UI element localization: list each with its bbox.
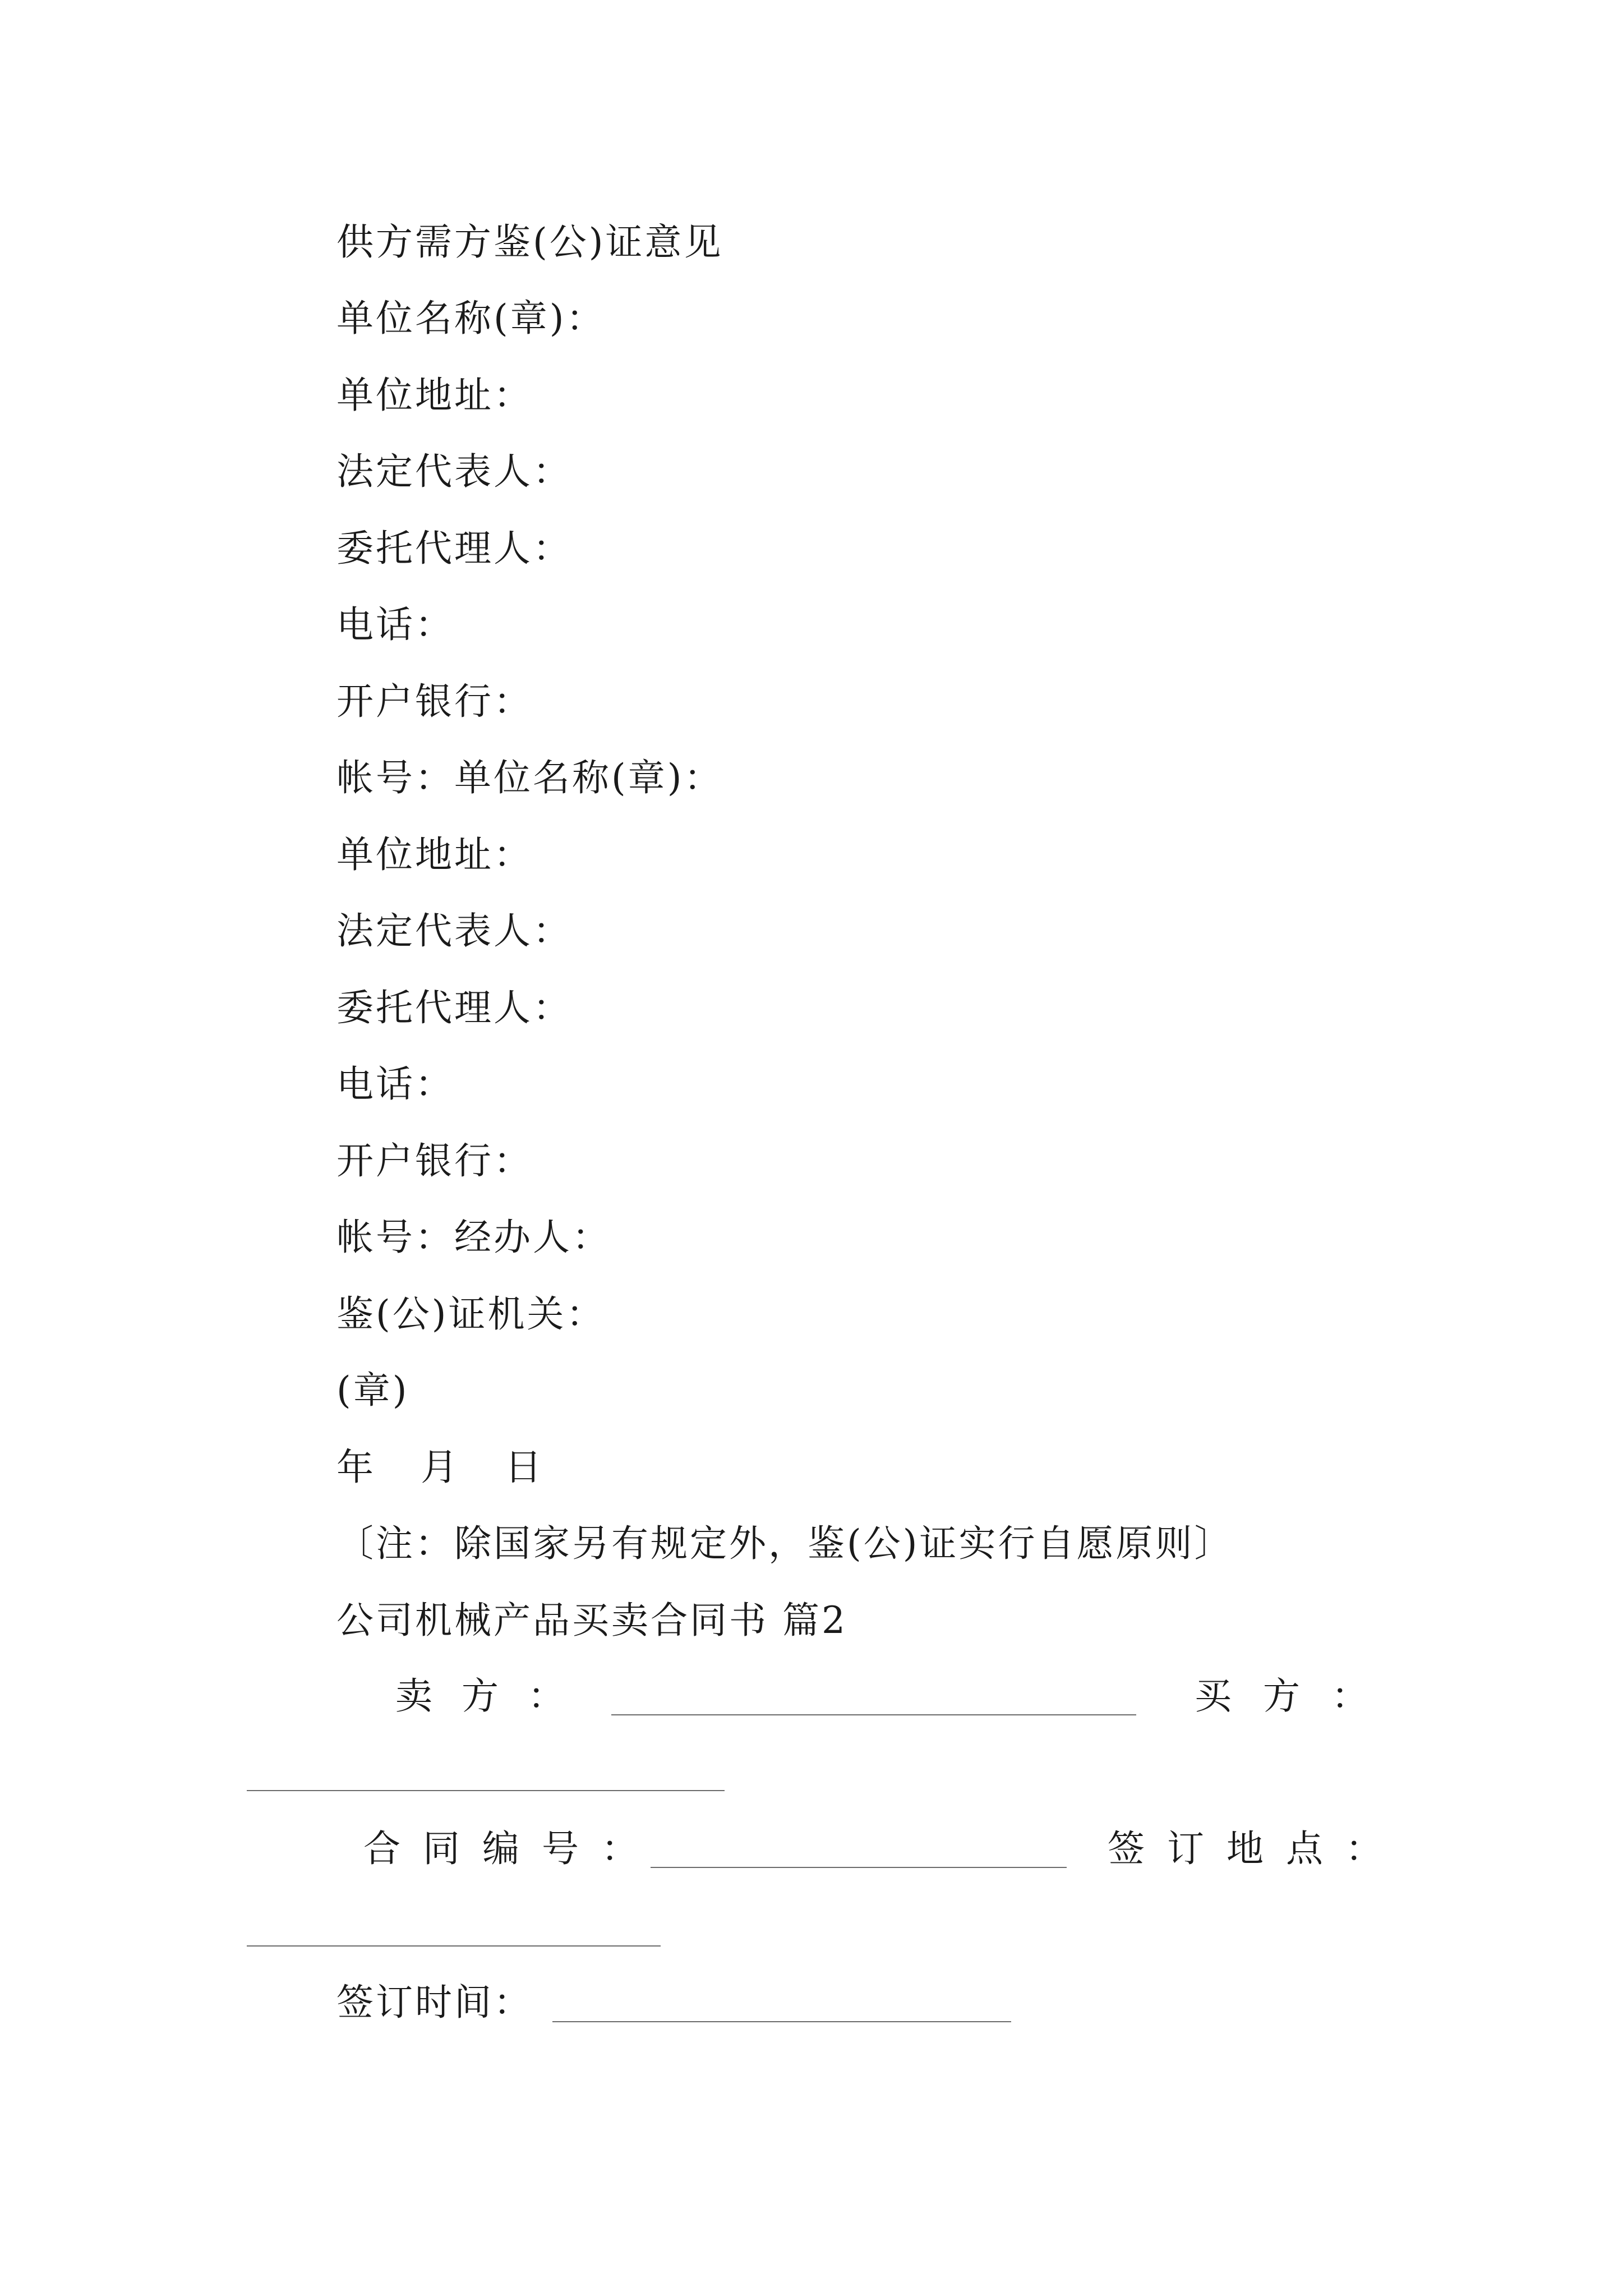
account-unit-name-line: 帐号：单位名称(章)：	[336, 756, 723, 799]
heading-opinion: 供方需方鉴(公)证意见	[336, 220, 723, 264]
bank-line: 开户银行：	[336, 680, 533, 723]
legal-rep-line-2: 法定代表人：	[336, 909, 572, 953]
seller-blank[interactable]	[611, 1714, 1136, 1715]
seller-label: 卖方：	[395, 1674, 594, 1718]
unit-name-line: 单位名称(章)：	[336, 297, 606, 340]
agent-line: 委托代理人：	[336, 527, 572, 570]
unit-address-line: 单位地址：	[336, 374, 533, 417]
buyer-label: 买方：	[1195, 1674, 1400, 1718]
section-title: 公司机械产品买卖合同书 篇2	[336, 1599, 847, 1642]
note-line: 〔注：除国家另有规定外，鉴(公)证实行自愿原则〕	[336, 1522, 1234, 1565]
phone-line-2: 电话：	[336, 1062, 454, 1106]
sign-place-label: 签订地点：	[1108, 1827, 1405, 1870]
contract-no-label: 合同编号：	[363, 1827, 661, 1870]
unit-address-line-2: 单位地址：	[336, 833, 533, 876]
date-line: 年 月 日	[336, 1446, 550, 1489]
sign-time-blank[interactable]	[552, 2021, 1011, 2022]
phone-line: 电话：	[336, 603, 454, 646]
seal-line: (章)	[336, 1369, 409, 1412]
agent-line-2: 委托代理人：	[336, 986, 572, 1029]
buyer-blank[interactable]	[247, 1790, 725, 1791]
notary-office-line: 鉴(公)证机关：	[336, 1292, 606, 1336]
sign-time-label: 签订时间：	[336, 1981, 533, 2024]
legal-rep-line: 法定代表人：	[336, 450, 572, 493]
contract-no-blank[interactable]	[651, 1867, 1067, 1868]
bank-line-2: 开户银行：	[336, 1139, 533, 1182]
sign-place-blank[interactable]	[247, 1945, 661, 1947]
account-handler-line: 帐号：经办人：	[336, 1216, 611, 1259]
